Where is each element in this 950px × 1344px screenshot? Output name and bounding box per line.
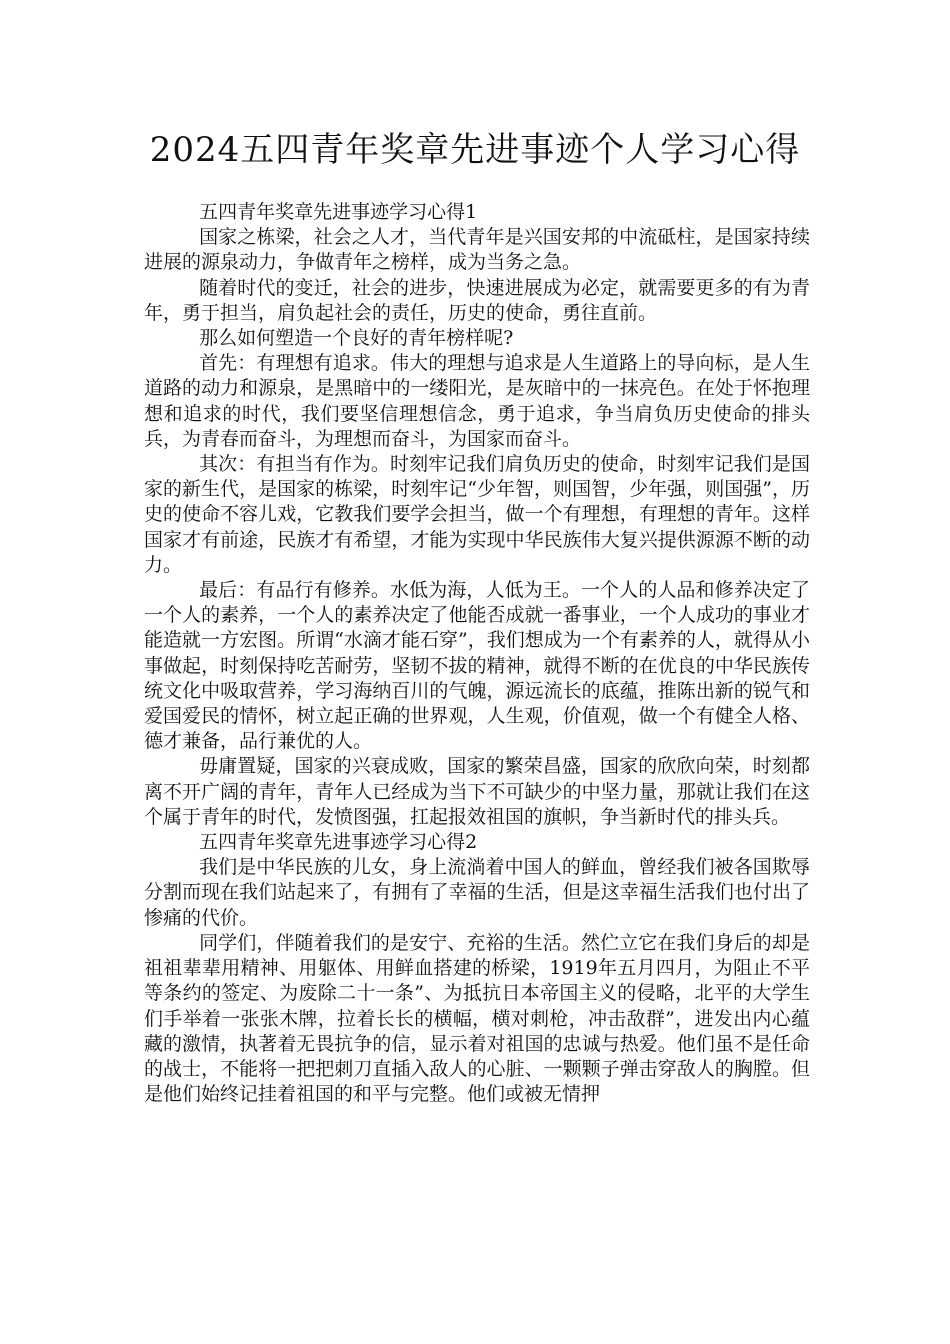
paragraph: 同学们，伴随着我们的是安宁、充裕的生活。然伫立它在我们身后的却是祖祖辈辈用精神、用躯体、用鲜血搭建的桥梁，1919年五月四月，为阻止不平等条约的签定、为废除二十一条”、为抵抗日本帝国主义的侵略，北平的大学生们手举着一张张木牌，拉着长长的横幅，横对刺枪，冲击敌群”，进发出内心蕴藏的激情，执著着无畏抗争的信，显示着对祖国的忠诚与热爱。他们虽不是任命的战士，不能将一把把刺刀直插入敌人的心脏、一颗颗子弹击穿敌人的胸膛。但是他们始终记挂着祖国的和平与完整。他们或被无情押	[144, 931, 810, 1106]
section-heading-2: 五四青年奖章先进事迹学习心得2	[199, 831, 478, 854]
paragraph: 随着时代的变迁，社会的进步，快速进展成为必定，就需要更多的有为青年，勇于担当，肩负起社会的责任，历史的使命，勇往直前。	[144, 276, 810, 324]
paragraph: 其次：有担当有作为。时刻牢记我们肩负历史的使命，时刻牢记我们是国家的新生代，是国家的栋梁，时刻牢记“少年智，则国智，少年强，则国强”，历史的使命不容儿戏，它教我们要学会担当，做一个有理想，有理想的青年。这样国家才有前途，民族才有希望，才能为实现中华民族伟大复兴提供源源不断的动力。	[144, 453, 810, 576]
section-heading-1: 五四青年奖章先进事迹学习心得1	[199, 201, 478, 223]
paragraph: 国家之栋梁，社会之人才，当代青年是兴国安邦的中流砥柱，是国家持续进展的源泉动力，争做青年之榜样，成为当务之急。	[144, 226, 810, 274]
paragraph: 我们是中华民族的儿女，身上流淌着中国人的鲜血，曾经我们被各国欺辱分割而现在我们站起来了，有拥有了幸福的生活，但是这幸福生活我们也付出了惨痛的代价。	[144, 856, 810, 929]
paragraph: 毋庸置疑，国家的兴衰成败，国家的繁荣昌盛，国家的欣欣向荣，时刻都离不开广阔的青年，青年人已经成为当下不可缺少的中坚力量，那就让我们在这个属于青年的时代，发愤图强，扛起报效祖国的旗帜，争当新时代的排头兵。	[144, 755, 810, 828]
document-body	[144, 200, 810, 1107]
paragraph: 首先：有理想有追求。伟大的理想与追求是人生道路上的导向标，是人生道路的动力和源泉，是黑暗中的一缕阳光，是灰暗中的一抹亮色。在处于怀抱理想和追求的时代，我们要坚信理想信念，勇于追求，争当肩负历史使命的排头兵，为青春而奋斗，为理想而奋斗，为国家而奋斗。	[144, 352, 810, 450]
document-title: 2024五四青年奖章先进事迹个人学习心得	[149, 130, 801, 170]
paragraph: 那么如何塑造一个良好的青年榜样呢?	[199, 327, 514, 350]
paragraph: 最后：有品行有修养。水低为海，人低为王。一个人的人品和修养决定了一个人的素养，一个人的素养决定了他能否成就一番事业，一个人成功的事业才能造就一方宏图。所谓“水滴才能石穿”，我们想成为一个有素养的人，就得从小事做起，时刻保持吃苦耐劳，坚韧不拔的精神，就得不断的在优良的中华民族传统文化中吸取营养，学习海纳百川的气魄，源远流长的底蕴，推陈出新的锐气和爱国爱民的情怀，树立起正确的世界观，人生观，价值观，做一个有健全人格、德才兼备，品行兼优的人。	[144, 579, 810, 753]
